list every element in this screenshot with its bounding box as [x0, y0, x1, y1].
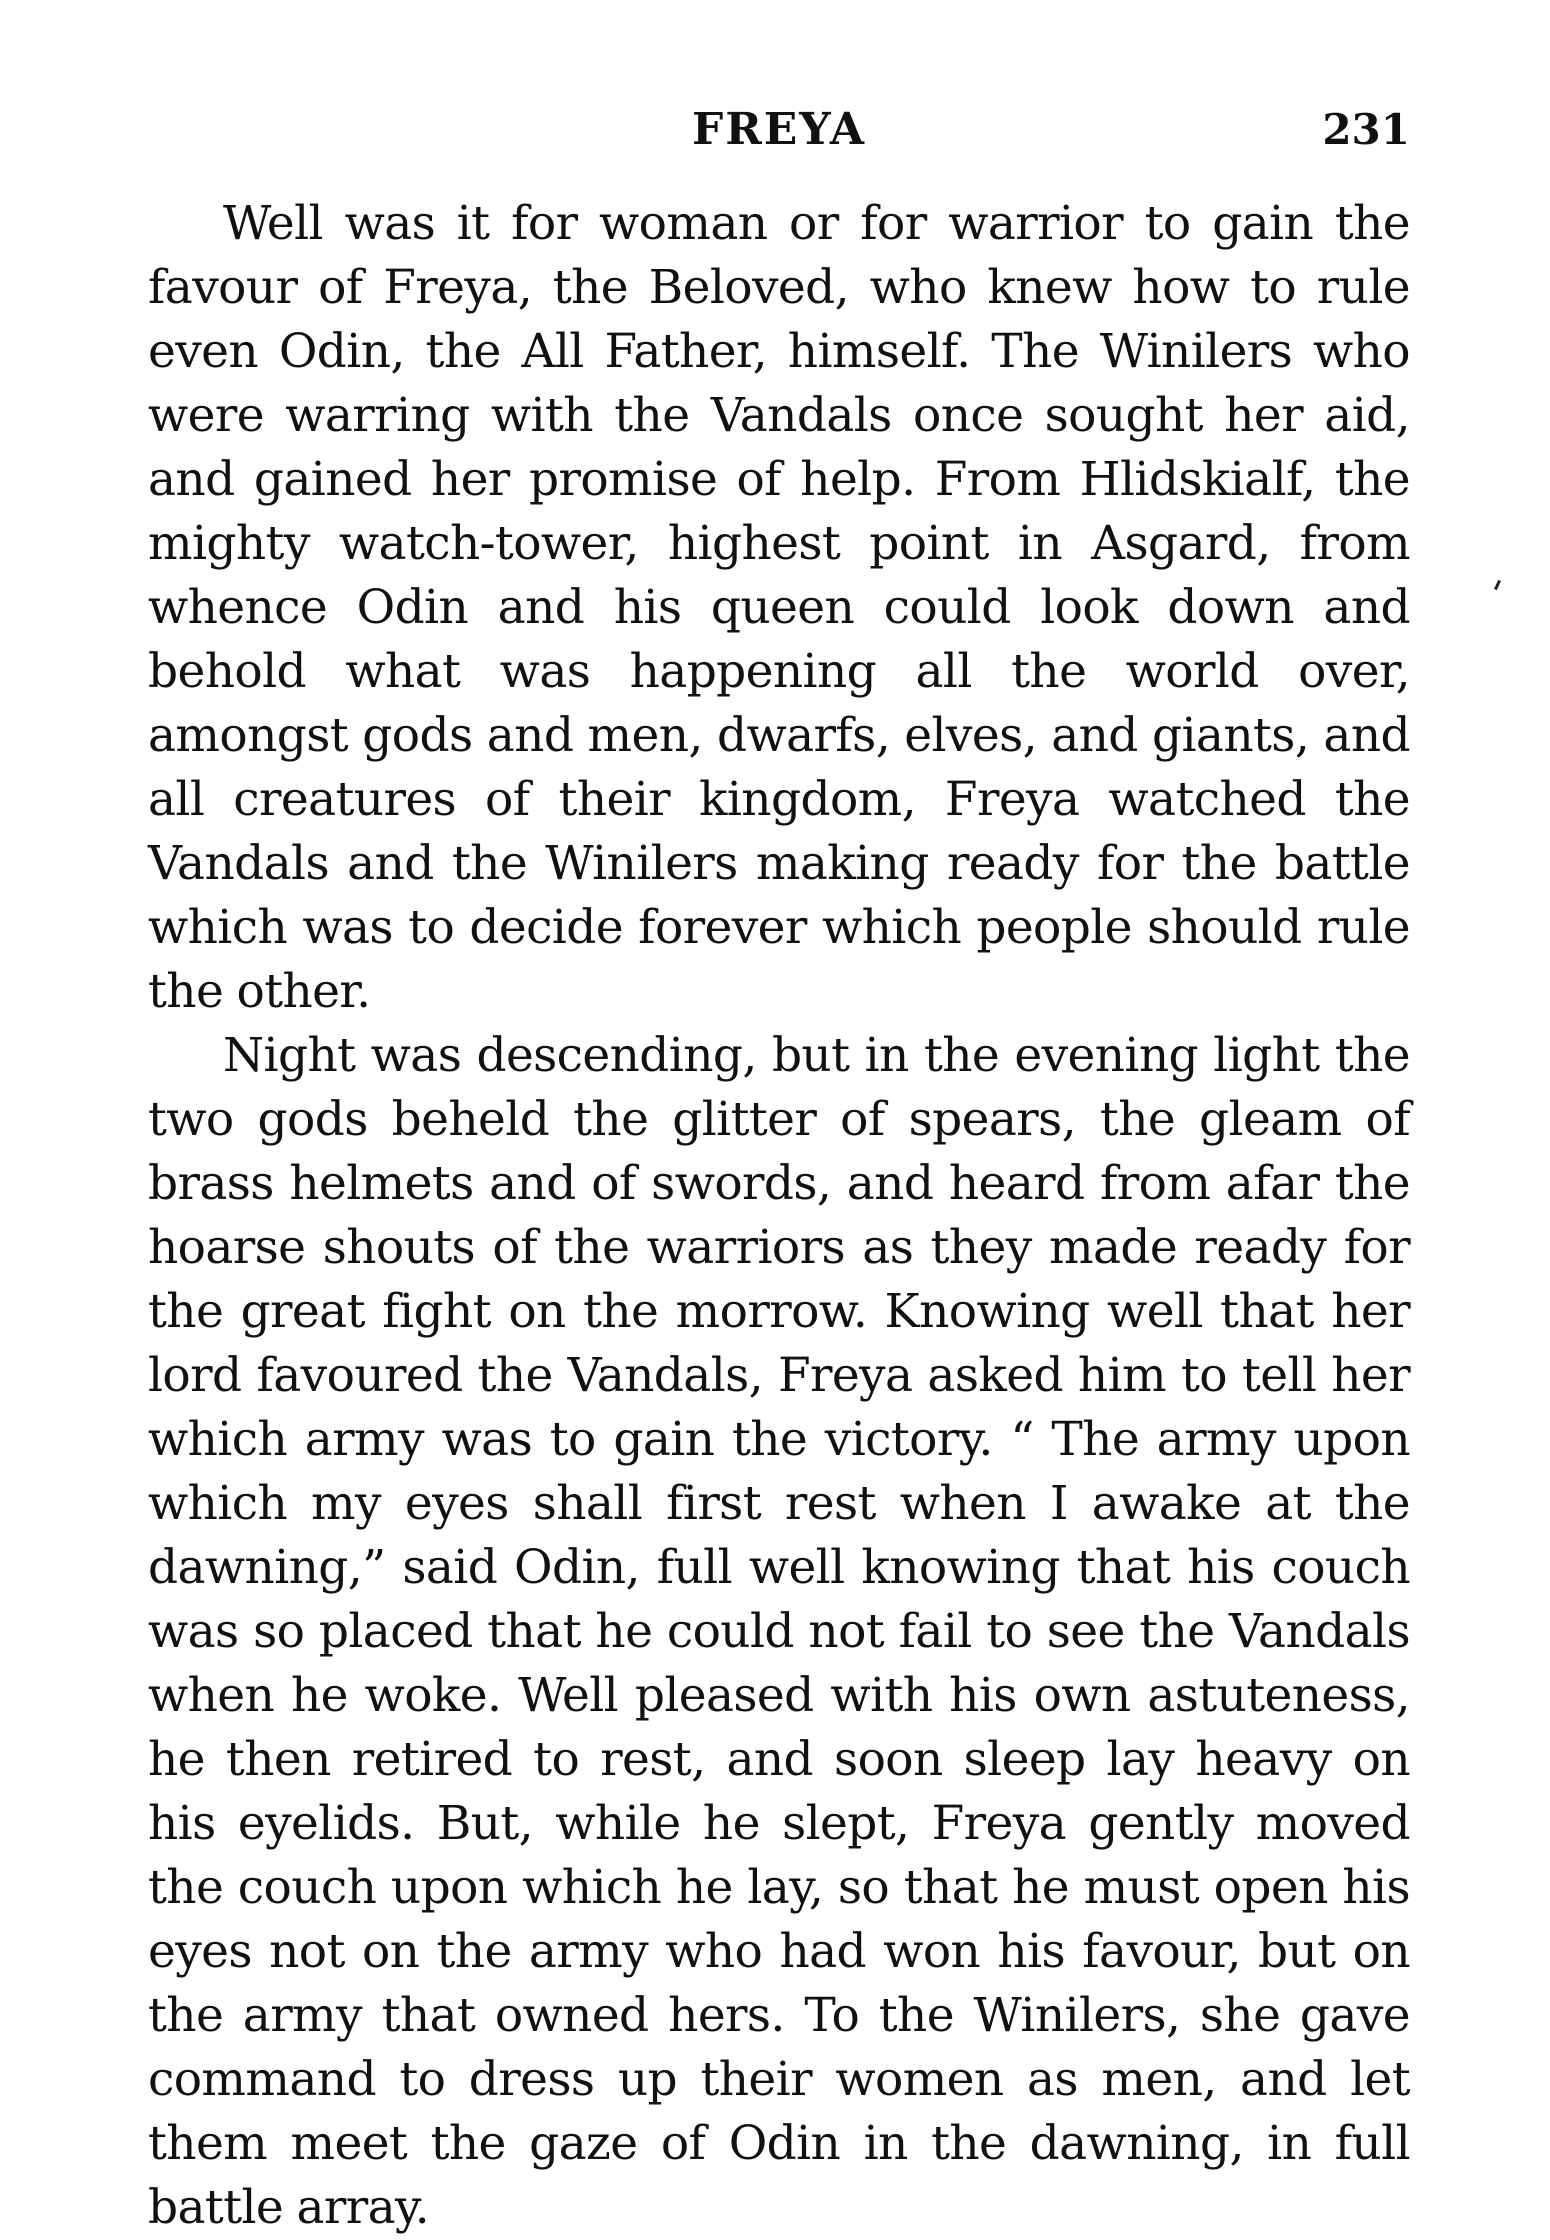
running-title: FREYA	[691, 104, 867, 155]
paragraph-2: Night was descending, but in the evening light the two gods beheld the glitter of spears, the gleam of brass helmets and of swords, and heard from afar the hoarse shouts of the warriors as they made ready for the great fight on the morrow. Knowing well that her lord favoured the Vandals, Freya asked him to tell her which army was to gain the victory. “ The army upon which my eyes shall first rest when I awake at the dawning,” said Odin, full well knowing that his couch was so placed that he could not fail to see the Vandals when he woke. Well pleased with his own astuteness, he then retired to rest, and soon sleep lay heavy on his eyelids. But, while he slept, Freya gently moved the couch upon which he lay, so that he must open his eyes not on the army who had won his favour, but on the army that owned hers. To the Winilers, she gave command to dress up their women as men, and let them meet the gaze of Odin in the dawning, in full battle array.	[148, 1028, 1410, 2235]
body-text	[148, 192, 1410, 2240]
paragraph-1: Well was it for woman or for warrior to gain the favour of Freya, the Beloved, who knew how to rule even Odin, the All Father, himself. The Winilers who were warring with the Vandals once sought her aid, and gained her promise of help. From Hlidskialf, the mighty watch-tower, highest point in Asgard, from whence Odin and his queen could look down and behold what was happening all the world over, amongst gods and men, dwarfs, elves, and giants, and all creatures of their kingdom, Freya watched the Vandals and the Winilers making ready for the battle which was to decide forever which people should rule the other.	[148, 196, 1410, 1019]
running-head	[148, 100, 1410, 160]
page-number: 231	[1322, 105, 1410, 154]
stray-ink-mark	[1494, 580, 1501, 590]
